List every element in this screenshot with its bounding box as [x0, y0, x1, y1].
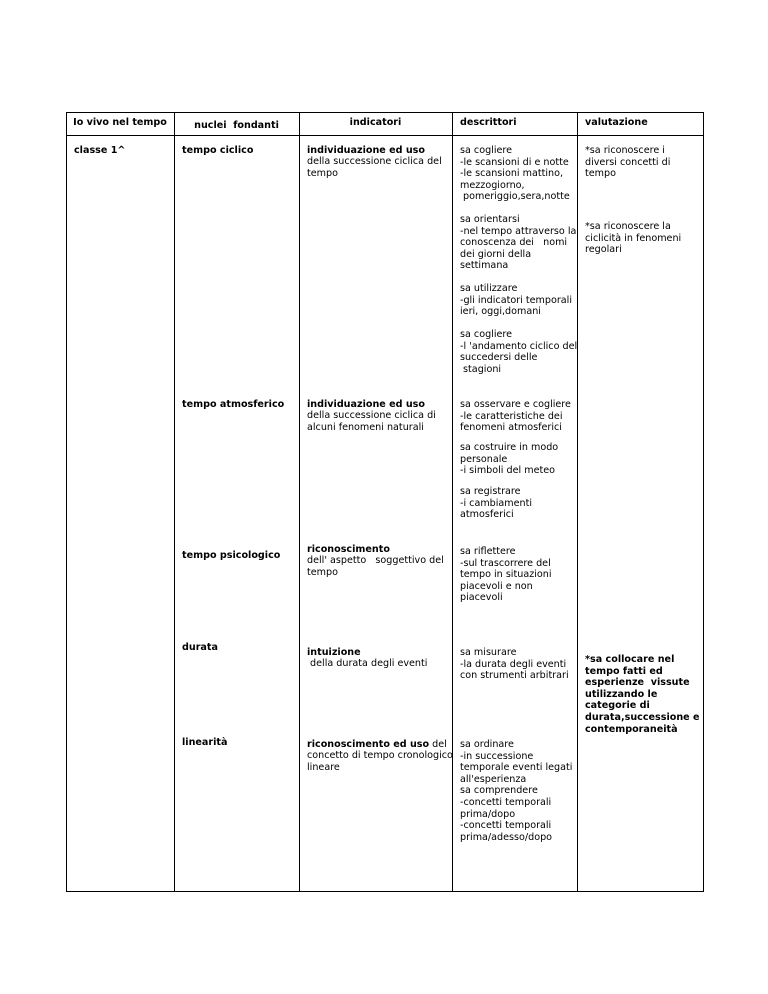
header-valutazione: valutazione — [585, 117, 648, 128]
column-border-1 — [174, 112, 175, 892]
indicator-title: riconoscimento — [307, 544, 390, 555]
descriptor-2: sa costruire in modo personale -i simboli del meteo — [460, 442, 559, 477]
evaluation-1: *sa riconoscere i diversi concetti di tempo — [585, 145, 671, 180]
indicator-text: della successione ciclica del tempo — [307, 156, 442, 179]
descriptor-3: sa registrare -i cambiamenti atmosferici — [460, 486, 533, 521]
indicator-text: della durata degli eventi — [307, 658, 428, 669]
header-io-vivo-nel-tempo: Io vivo nel tempo — [73, 117, 167, 128]
column-border-0 — [66, 112, 67, 892]
class-label: classe 1^ — [74, 145, 126, 156]
descriptor-1: sa misurare -la durata degli eventi con strumenti arbitrari — [460, 647, 569, 682]
indicator-title: individuazione ed uso — [307, 399, 425, 410]
nucleo-label: tempo psicologico — [182, 550, 281, 561]
indicator-text: dell' aspetto soggettivo del tempo — [307, 555, 444, 578]
indicator-title: riconoscimento ed uso — [307, 739, 430, 750]
indicator-text: della successione ciclica di alcuni fenomeni naturali — [307, 410, 436, 433]
descriptor-4: sa cogliere -l 'andamento ciclico del succedersi delle stagioni — [460, 329, 578, 375]
table-top-border — [66, 112, 704, 113]
descriptor-1: sa ordinare -in successione temporale eventi legati all'esperienza sa comprendere -concetti temporali prima/dopo -concetti temporali prima/adesso/dopo — [460, 739, 573, 843]
nucleo-label: linearità — [182, 737, 228, 748]
indicator-text: concetto di tempo cronologico lineare — [307, 750, 453, 773]
header-nuclei-fondanti: nuclei fondanti — [194, 120, 279, 131]
descriptor-1: sa osservare e cogliere -le caratteristiche dei fenomeni atmosferici — [460, 399, 571, 434]
column-border-3 — [452, 112, 453, 892]
indicator-title-line — [307, 739, 447, 751]
evaluation-1: *sa collocare nel tempo fatti ed esperienze vissute utilizzando le categorie di durata,successione e contemporaneità — [585, 654, 700, 735]
nucleo-label: tempo atmosferico — [182, 399, 285, 410]
header-descrittori: descrittori — [460, 117, 517, 128]
indicator-inline: del — [429, 739, 447, 750]
header-bottom-border — [66, 135, 704, 136]
evaluation-2: *sa riconoscere la ciclicità in fenomeni regolari — [585, 221, 682, 256]
column-border-4 — [577, 112, 578, 892]
descriptor-2: sa orientarsi -nel tempo attraverso la conoscenza dei nomi dei giorni della settimana — [460, 214, 577, 272]
descriptor-1: sa cogliere -le scansioni di e notte -le scansioni mattino, mezzogiorno, pomeriggio,sera,notte — [460, 145, 570, 203]
nucleo-label: durata — [182, 642, 218, 653]
indicator-title: intuizione — [307, 647, 361, 658]
column-border-2 — [299, 112, 300, 892]
column-border-5 — [703, 112, 704, 892]
descriptor-1: sa riflettere -sul trascorrere del tempo in situazioni piacevoli e non piacevoli — [460, 546, 552, 604]
header-indicatori: indicatori — [349, 117, 402, 128]
indicator-title: individuazione ed uso — [307, 145, 425, 156]
table-bottom-border — [66, 891, 704, 892]
nucleo-label: tempo ciclico — [182, 145, 254, 156]
descriptor-3: sa utilizzare -gli indicatori temporali ieri, oggi,domani — [460, 283, 573, 318]
